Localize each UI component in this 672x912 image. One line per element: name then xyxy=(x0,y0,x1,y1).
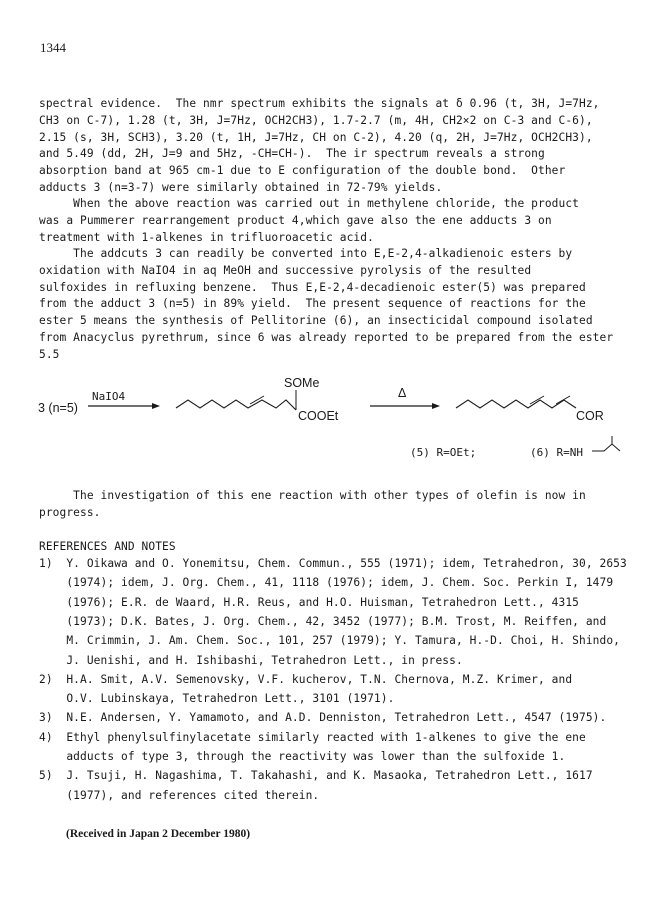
reference-line: adducts of type 3, through the reactivity was lower than the sulfoxide 1. xyxy=(39,750,566,763)
dienyl-sulfoxide-chain xyxy=(176,400,296,410)
scheme-sulfoxide: SOMe xyxy=(284,376,320,390)
paragraph-line: The investigation of this ene reaction with other types of olefin is now in xyxy=(39,489,586,502)
paragraph-line: treatment with 1-alkenes in trifluoroacetic acid. xyxy=(39,230,374,244)
reference-line: 3) N.E. Andersen, Y. Yamamoto, and A.D. Denniston, Tetrahedron Lett., 4547 (1975). xyxy=(39,711,607,725)
paragraph-line: 2.15 (s, 3H, SCH3), 3.20 (t, 1H, J=7Hz, CH on C-2), 4.20 (q, 2H, J=7Hz, OCH2CH3), xyxy=(39,130,593,144)
paragraph-line: from the adduct 3 (n=5) in 89% yield. The present sequence of reactions for the xyxy=(39,297,586,311)
paragraph-line: The addcuts 3 can readily be converted into E,E-2,4-alkadienoic esters by xyxy=(39,247,573,260)
scheme-ester: COOEt xyxy=(298,409,339,423)
reference-line: (1973); D.K. Bates, J. Org. Chem., 42, 3452 (1977); B.M. Trost, M. Reiffen, and xyxy=(39,614,607,628)
reference-line: 5) J. Tsuji, H. Nagashima, T. Takahashi, and K. Masaoka, Tetrahedron Lett., 1617 xyxy=(39,769,593,783)
paragraph-line: progress. xyxy=(39,505,101,519)
paragraph-line: adducts 3 (n=3-7) were similarly obtained in 72-79% yields. xyxy=(39,181,443,194)
reference-line: 1) Y. Oikawa and O. Yonemitsu, Chem. Commun., 555 (1971); idem, Tetrahedron, 30, 2653 xyxy=(39,557,627,570)
scheme-heat: Δ xyxy=(398,386,407,400)
reference-line: M. Crimmin, J. Am. Chem. Soc., 101, 257 (1979); Y. Tamura, H.-D. Choi, H. Shindo, xyxy=(39,634,621,648)
paragraph-line: was a Pummerer rearrangement product 4,which gave also the ene adducts 3 on xyxy=(39,213,552,227)
received-date: (Received in Japan 2 December 1980) xyxy=(66,828,251,840)
scheme-caption-6: (6) R=NH xyxy=(530,446,583,459)
scheme-arrowhead-2 xyxy=(432,403,440,409)
paragraph-line: CH3 on C-7), 1.28 (t, 3H, J=7Hz, OCH2CH3), 1.7-2.7 (m, 4H, CH2×2 on C-3 and C-6), xyxy=(39,113,593,127)
reference-line: (1974); idem, J. Org. Chem., 41, 1118 (1976); idem, J. Chem. Soc. Perkin I, 1479 xyxy=(39,576,614,590)
paragraph-line: spectral evidence. The nmr spectrum exhibits the signals at δ 0.96 (t, 3H, J=7Hz, xyxy=(39,97,600,110)
isobutyl-group xyxy=(592,444,620,451)
scheme-product-group: COR xyxy=(576,409,604,423)
paragraph-line: from Anacyclus pyrethrum, since 6 was already reported to be prepared from the ester xyxy=(39,331,614,344)
reference-line: (1976); E.R. de Waard, H.R. Reus, and H.O. Huisman, Tetrahedron Lett., 4315 xyxy=(39,595,579,609)
paragraph-line: sulfoxides in refluxing benzene. Thus E,E-2,4-decadienoic ester(5) was prepared xyxy=(39,280,586,294)
reference-line: J. Uenishi, and H. Ishibashi, Tetrahedron Lett., in press. xyxy=(39,653,463,667)
reaction-scheme xyxy=(0,360,672,470)
references-heading: REFERENCES AND NOTES xyxy=(39,540,176,553)
scheme-reagent: NaIO4 xyxy=(92,390,126,403)
reference-line: 4) Ethyl phenylsulfinylacetate similarly reacted with 1-alkenes to give the ene xyxy=(39,730,586,744)
paragraph-line: When the above reaction was carried out in methylene chloride, the product xyxy=(39,197,579,210)
paragraph-line: ester 5 means the synthesis of Pellitorine (6), an insecticidal compound isolated xyxy=(39,314,593,328)
scheme-arrowhead-1 xyxy=(152,403,160,409)
paragraph-line: and 5.49 (dd, 2H, J=9 and 5Hz, -CH=CH-). The ir spectrum reveals a strong xyxy=(39,147,545,161)
dienoyl-chain xyxy=(456,400,576,408)
reference-line: 2) H.A. Smit, A.V. Semenovsky, V.F. kucherov, T.N. Chernova, M.Z. Krimer, and xyxy=(39,672,573,686)
double-bond-2 xyxy=(530,396,544,404)
paragraph-line: absorption band at 965 cm-1 due to E configuration of the double bond. Other xyxy=(39,164,566,178)
paragraph-line: oxidation with NaIO4 in aq MeOH and successive pyrolysis of the resulted xyxy=(39,263,532,277)
scheme-start-label: 3 (n=5) xyxy=(38,401,78,415)
reference-line: O.V. Lubinskaya, Tetrahedron Lett., 3101 (1971). xyxy=(39,692,395,706)
reference-line: (1977), and references cited therein. xyxy=(39,788,320,802)
scheme-caption-5: (5) R=OEt; xyxy=(410,446,477,459)
page-number: 1344 xyxy=(40,40,66,55)
paragraph-line: 5.5 xyxy=(39,347,60,361)
